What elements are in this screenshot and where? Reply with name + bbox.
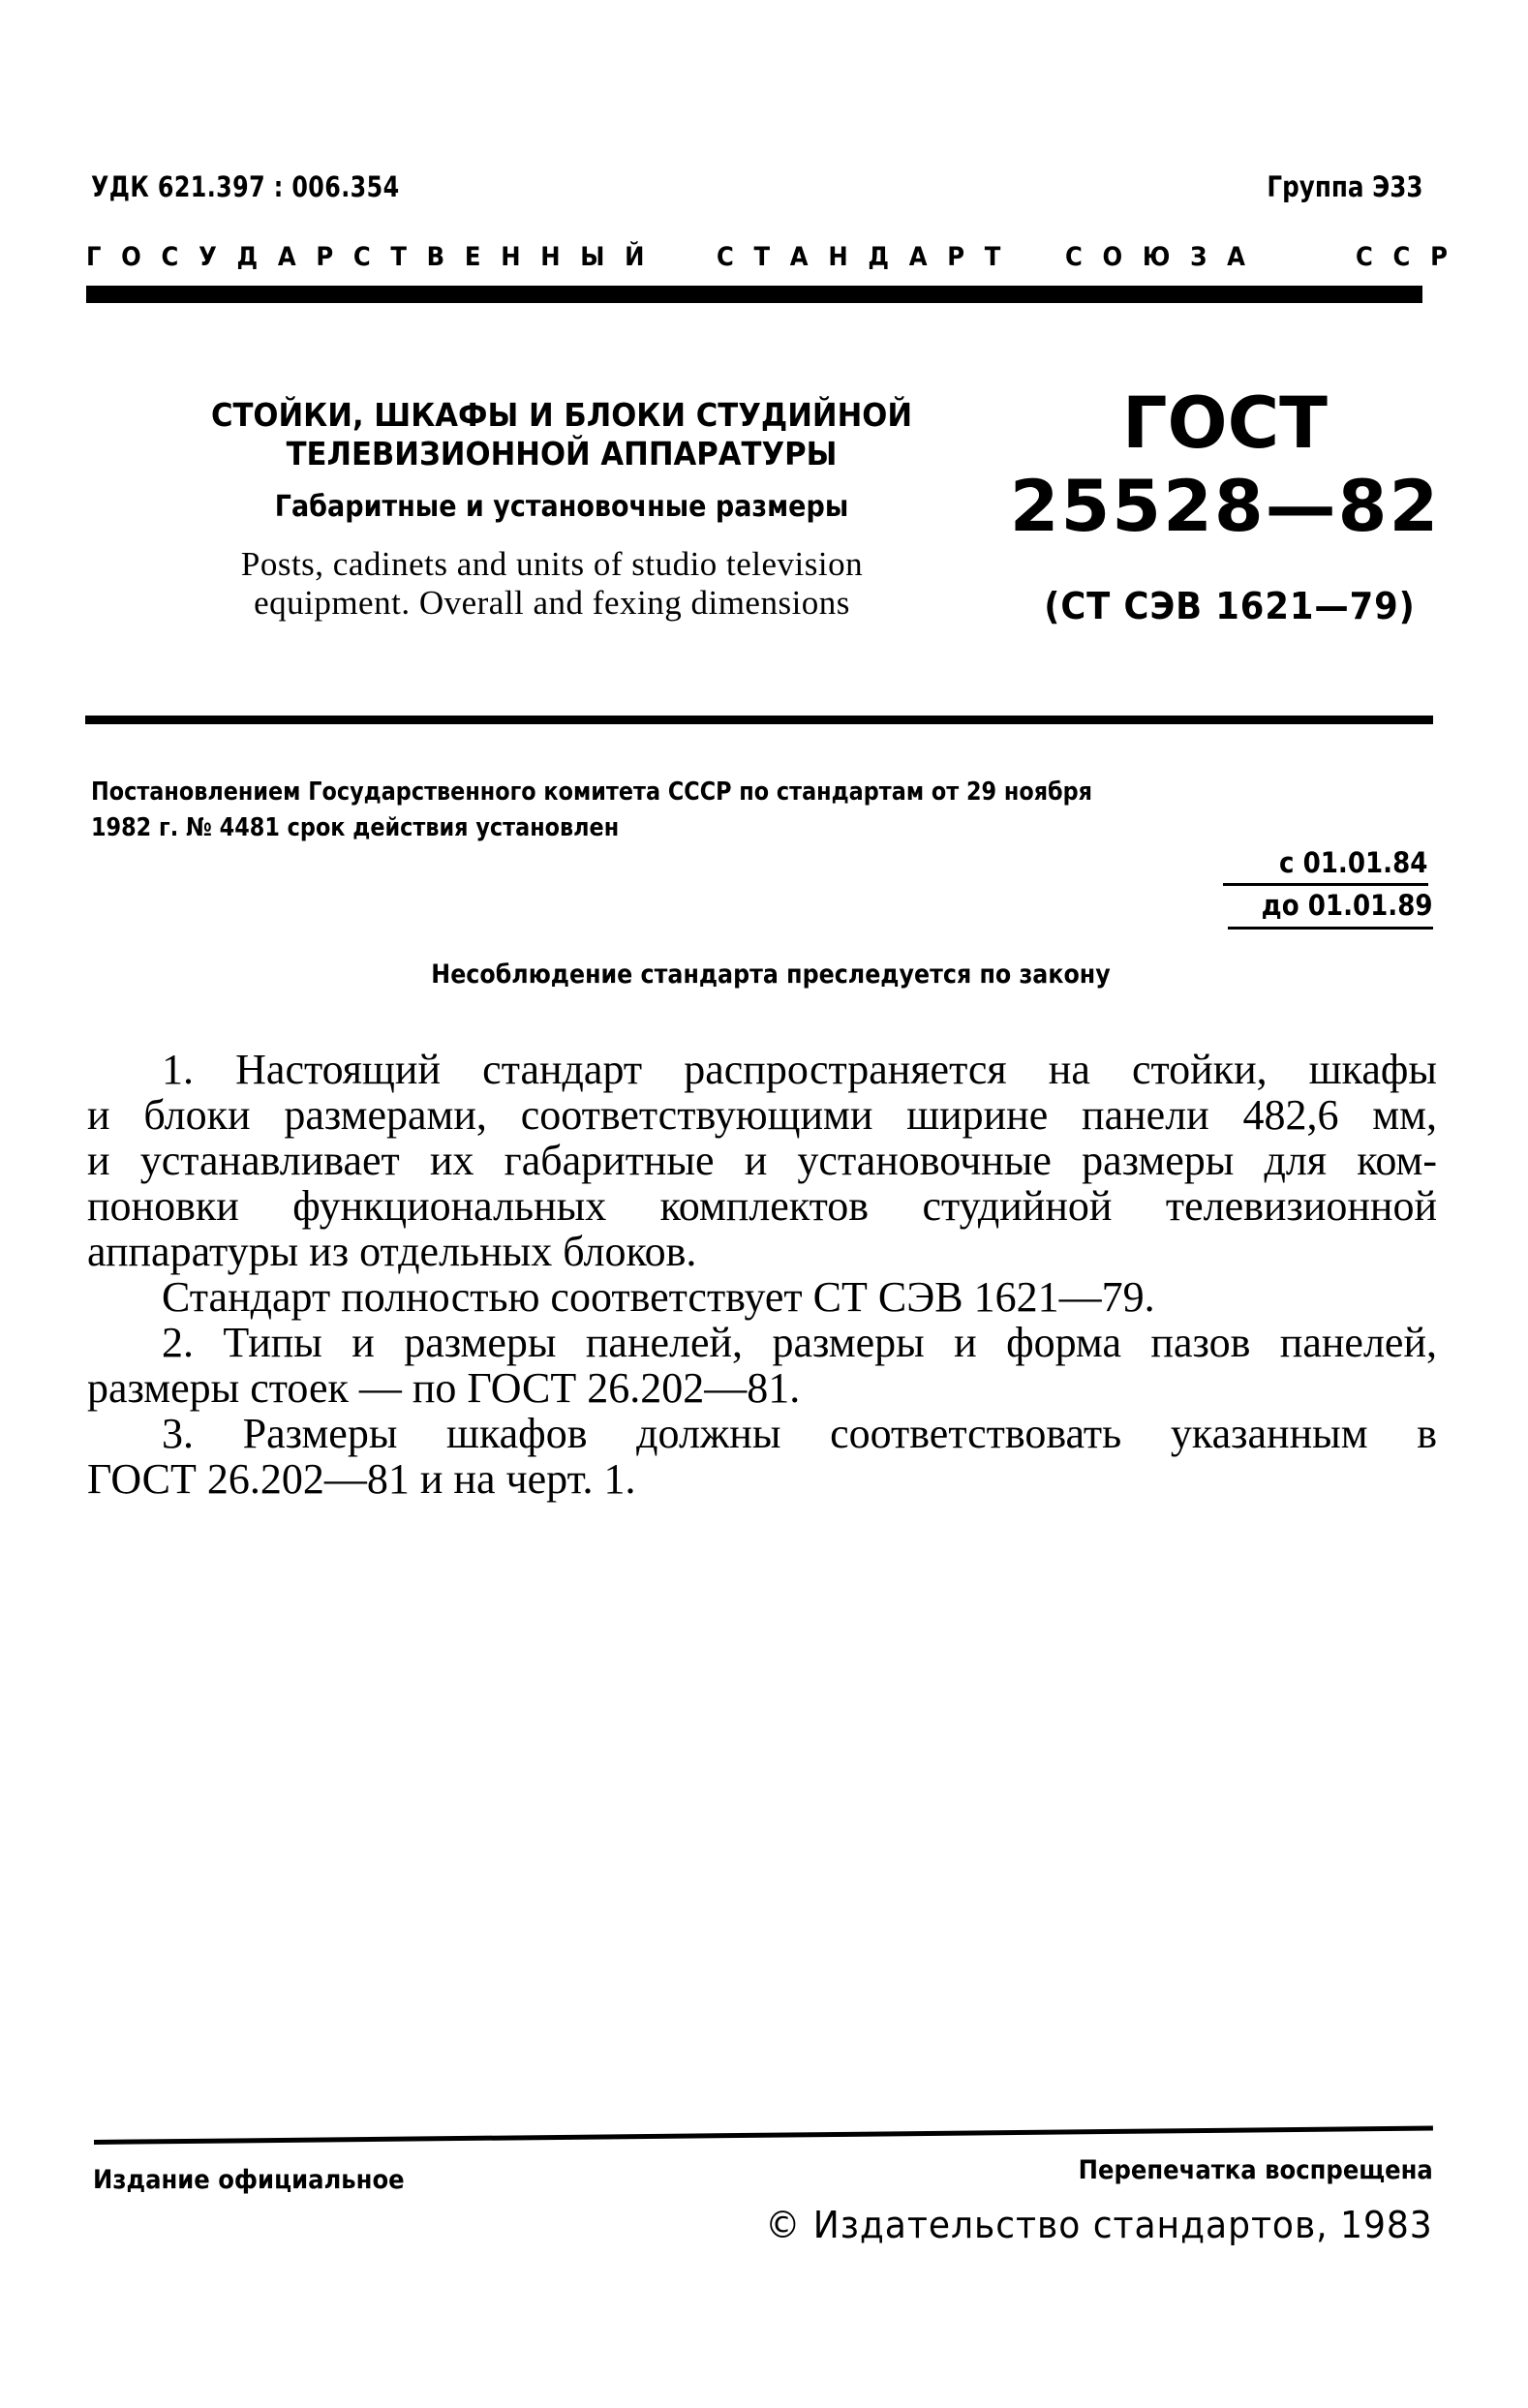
decree-line1 bbox=[91, 777, 1437, 807]
valid-from-rule bbox=[1223, 883, 1428, 886]
body-line: поновки функциональных комплектов студийной телевизионной bbox=[87, 1182, 1437, 1230]
body-line: 1. Настоящий стандарт распространяется на стойки, шкафы bbox=[162, 1046, 1437, 1093]
reprint-prohibited-label: Перепечатка воспрещена bbox=[1078, 2155, 1433, 2185]
body-line: размеры стоек — по ГОСТ 26.202—81. bbox=[87, 1364, 801, 1412]
udk-code: УДК 621.397 : 006.354 bbox=[91, 170, 400, 203]
heading-word-standard: СТАНДАРТ bbox=[717, 242, 1021, 272]
group-code: Группа Э33 bbox=[1267, 170, 1423, 203]
cmea-reference: (СТ СЭВ 1621—79) bbox=[1044, 585, 1416, 627]
gost-number: 25528—82 bbox=[1009, 466, 1441, 548]
valid-to-rule bbox=[1228, 927, 1433, 930]
valid-to-date: до 01.01.89 bbox=[1262, 889, 1433, 922]
gost-label: ГОСТ bbox=[1122, 382, 1328, 465]
body-line: Стандарт полностью соответствует СТ СЭВ 1621—79. bbox=[162, 1273, 1155, 1321]
law-notice: Несоблюдение стандарта преследуется по закону bbox=[431, 960, 1111, 990]
valid-from-date: с 01.01.84 bbox=[1278, 846, 1427, 879]
title-separator-rule bbox=[85, 716, 1433, 724]
english-title-line1: Posts, cadinets and units of studio television bbox=[240, 545, 864, 583]
english-title-line2: equipment. Overall and fexing dimensions bbox=[254, 584, 850, 622]
body-line: 3. Размеры шкафов должны соответствовать указанным в bbox=[162, 1410, 1437, 1457]
official-edition-label: Издание официальное bbox=[93, 2165, 405, 2195]
document-title-line2: ТЕЛЕВИЗИОННОЙ АППАРАТУРЫ bbox=[286, 435, 838, 472]
body-line: и устанавливает их габаритные и установочные размеры для ком- bbox=[87, 1137, 1437, 1184]
heading-word-state: ГОСУДАРСТВЕННЫЙ bbox=[86, 242, 665, 272]
header-thick-rule bbox=[86, 286, 1422, 303]
decree-line1-text: Постановлением Государственного комитета СССР по стандартам от 29 ноября bbox=[91, 777, 1093, 807]
heading-word-union: СОЮЗА bbox=[1065, 242, 1266, 272]
body-line: и блоки размерами, соответствующими ширине панели 482,6 мм, bbox=[87, 1091, 1437, 1139]
decree-line2 bbox=[91, 813, 705, 842]
body-line: ГОСТ 26.202—81 и на черт. 1. bbox=[87, 1455, 636, 1503]
publisher-copyright: © Издательство стандартов, 1983 bbox=[765, 2204, 1433, 2246]
decree-line2-text: 1982 г. № 4481 срок действия установлен bbox=[91, 813, 620, 842]
heading-word-ussr: ССР bbox=[1356, 242, 1468, 272]
footer-rule bbox=[94, 2126, 1433, 2145]
body-line: аппаратуры из отдельных блоков. bbox=[87, 1228, 697, 1275]
document-subtitle: Габаритные и установочные размеры bbox=[274, 490, 849, 524]
document-title-line1: СТОЙКИ, ШКАФЫ И БЛОКИ СТУДИЙНОЙ bbox=[210, 396, 913, 434]
body-line: 2. Типы и размеры панелей, размеры и форма пазов панелей, bbox=[162, 1319, 1437, 1366]
